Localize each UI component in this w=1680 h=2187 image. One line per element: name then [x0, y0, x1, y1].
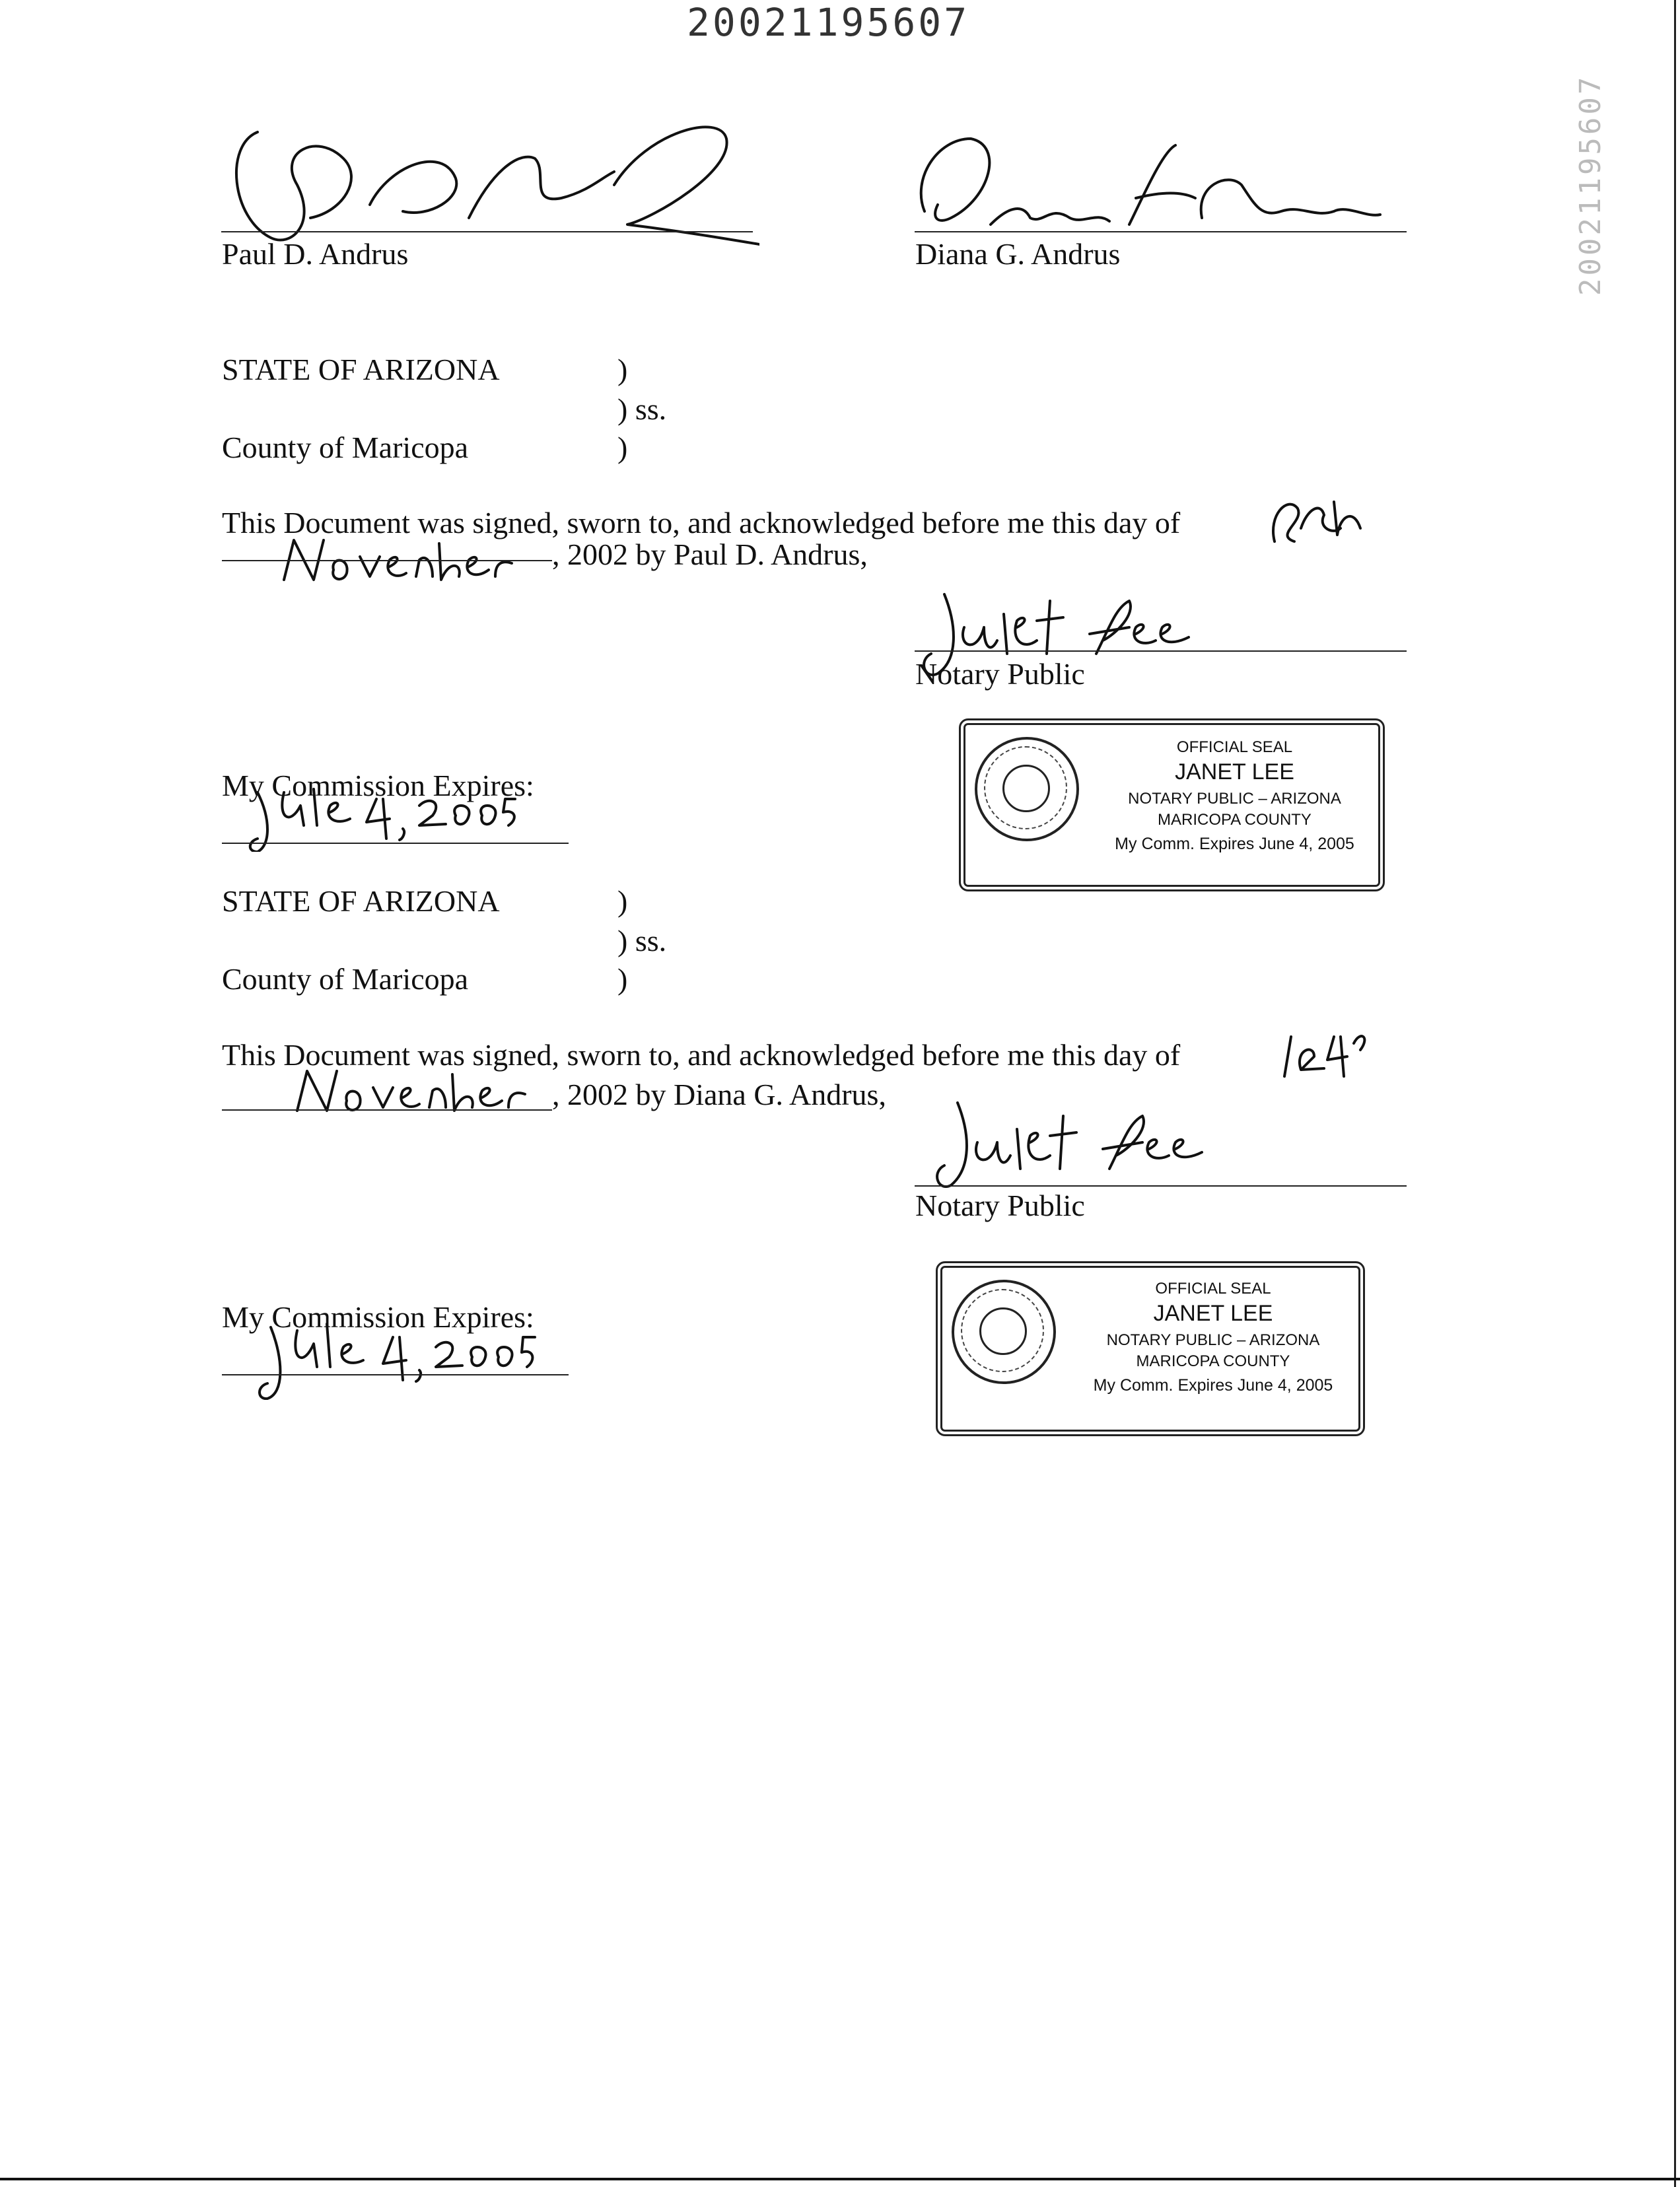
side-recording-number: 20021195607: [1574, 74, 1607, 296]
ack2-commission-label: My Commission Expires:: [222, 1300, 534, 1334]
ack1-day-handwritten: [1261, 489, 1374, 548]
seal-line3: My Comm. Expires June 4, 2005: [1093, 1376, 1333, 1395]
ack1-commission-date-handwritten: [244, 779, 522, 852]
ack2-county: County of Maricopa: [222, 962, 469, 996]
ack2-state: STATE OF ARIZONA: [222, 884, 500, 918]
ack1-paren-top: ): [617, 353, 628, 386]
seal-name: JANET LEE: [1153, 1301, 1273, 1326]
seal-line1: NOTARY PUBLIC – ARIZONA: [1106, 1331, 1320, 1349]
diana-signature-line: [915, 231, 1407, 232]
paul-name: Paul D. Andrus: [222, 237, 409, 271]
ack1-month-line: [222, 560, 552, 561]
document-number: 20021195607: [687, 0, 970, 45]
ack2-paren-top: ): [617, 884, 628, 918]
ack2-completion: , 2002 by Diana G. Andrus,: [552, 1078, 886, 1111]
ack1-completion: , 2002 by Paul D. Andrus,: [552, 538, 868, 571]
seal-line3: My Comm. Expires June 4, 2005: [1115, 835, 1354, 853]
ack1-ss: ) ss.: [617, 392, 667, 426]
seal-line2: MARICOPA COUNTY: [1136, 1352, 1290, 1370]
ack1-sentence: This Document was signed, sworn to, and acknowledged before me this day of: [222, 506, 1181, 539]
ack2-ss: ) ss.: [617, 924, 667, 957]
ack2-notary-line: [915, 1185, 1407, 1187]
ack1-paren-bottom: ): [617, 431, 628, 464]
ack2-commission-line: [222, 1374, 569, 1375]
ack2-notary-label: Notary Public: [915, 1189, 1085, 1222]
paul-signature-line: [221, 231, 753, 232]
ack2-sentence: This Document was signed, sworn to, and acknowledged before me this day of: [222, 1038, 1181, 1072]
ack2-month-line: [222, 1109, 552, 1111]
seal-title: OFFICIAL SEAL: [1155, 1280, 1271, 1298]
paul-signature: [218, 106, 759, 258]
ack1-notary-line: [915, 650, 1407, 652]
ack2-notary-signature: [931, 1096, 1222, 1195]
state-seal-emblem: [952, 1280, 1056, 1384]
seal-title: OFFICIAL SEAL: [1176, 738, 1293, 756]
scan-bottom-edge: [0, 2178, 1680, 2180]
diana-name: Diana G. Andrus: [915, 237, 1121, 271]
ack1-notary-label: Notary Public: [915, 657, 1085, 691]
notary-seal-1: [959, 718, 1385, 891]
seal-line2: MARICOPA COUNTY: [1158, 811, 1312, 829]
seal-name: JANET LEE: [1175, 759, 1294, 784]
ack1-county: County of Maricopa: [222, 431, 469, 464]
ack2-commission-date-handwritten: [251, 1314, 542, 1400]
scan-right-edge: [1674, 0, 1676, 2187]
state-seal-emblem: [975, 737, 1079, 841]
diana-signature: [911, 125, 1387, 238]
ack1-state: STATE OF ARIZONA: [222, 353, 500, 386]
ack2-day-handwritten: [1275, 1024, 1374, 1083]
ack1-commission-label: My Commission Expires:: [222, 769, 534, 802]
ack2-paren-bottom: ): [617, 962, 628, 996]
ack1-commission-line: [222, 843, 569, 844]
notary-seal-2: [936, 1261, 1365, 1436]
seal-line1: NOTARY PUBLIC – ARIZONA: [1128, 790, 1341, 808]
